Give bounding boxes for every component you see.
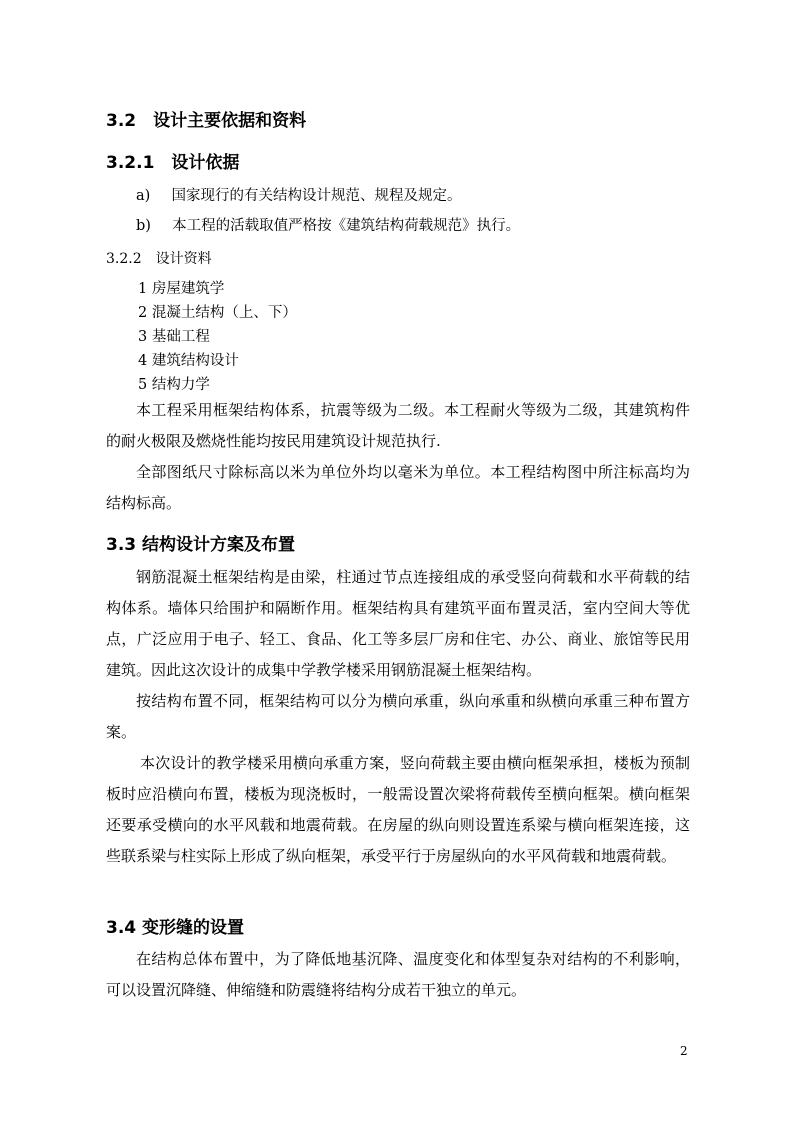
list-text: 国家现行的有关结构设计规范、规程及规定。 [171,188,462,204]
list-marker: b) [136,218,151,234]
design-materials-paragraphs [106,395,690,519]
list-marker: a) [136,188,151,204]
paragraph: 本工程采用框架结构体系，抗震等级为二级。本工程耐火等级为二级，其建筑构件的耐火极限及燃烧性能均按民用建筑设计规范执行. [106,401,690,450]
section-3-2-heading: 3.2 设计主要依据和资料 [106,111,307,131]
list-text: 本工程的活载取值严格按《建筑结构荷载规范》执行。 [172,218,521,234]
reference-item-4: 4 建筑结构设计 [138,353,239,369]
paragraph: 在结构总体布置中，为了降低地基沉降、温度变化和体型复杂对结构的不利影响，可以设置沉降缝、伸缩缝和防震缝将结构分成若干独立的单元。 [106,950,690,999]
reference-item-3: 3 基础工程 [138,329,210,345]
paragraph: 按结构布置不同，框架结构可以分为横向承重，纵向承重和纵横向承重三种布置方案。 [106,692,690,741]
paragraph: 钢筋混凝土框架结构是由梁，柱通过节点连接组成的承受竖向荷载和水平荷载的结构体系。墙体只给围护和隔断作用。框架结构具有建筑平面布置灵活，室内空间大等优点，广泛应用于电子、轻工、食品、化工等多层厂房和住宅、办公、商业、旅馆等民用建筑。因此这次设计的成集中学教学楼采用钢筋混凝土框架结构。 [106,568,690,679]
section-3-2-1-heading: 3.2.1 设计依据 [106,153,240,173]
section-3-3-heading: 3.3 结构设计方案及布置 [106,535,296,555]
section-3-4-heading: 3.4 变形缝的设置 [106,918,245,938]
paragraph: 本次设计的教学楼采用横向承重方案，竖向荷载主要由横向框架承担，楼板为预制板时应沿横向布置，楼板为现浇板时，一般需设置次梁将荷载传至横向框架。横向框架还要承受横向的水平风载和地震荷载。在房屋的纵向则设置连系梁与横向框架连接，这些联系梁与柱实际上形成了纵向框架，承受平行于房屋纵向的水平风荷载和地震荷载。 [106,754,690,865]
basis-item-b [136,214,520,235]
structure-scheme-paragraphs [106,562,690,872]
reference-item-1: 1 房屋建筑学 [138,281,225,297]
basis-item-a [136,184,462,205]
page-number: 2 [680,1044,688,1058]
reference-item-5: 5 结构力学 [138,377,210,393]
reference-item-2: 2 混凝土结构（上、下） [138,305,297,321]
section-3-2-2-heading: 3.2.2 设计资料 [106,251,212,267]
paragraph: 全部图纸尺寸除标高以米为单位外均以毫米为单位。本工程结构图中所注标高均为结构标高。 [106,463,690,512]
deformation-joint-paragraphs [106,944,690,1006]
